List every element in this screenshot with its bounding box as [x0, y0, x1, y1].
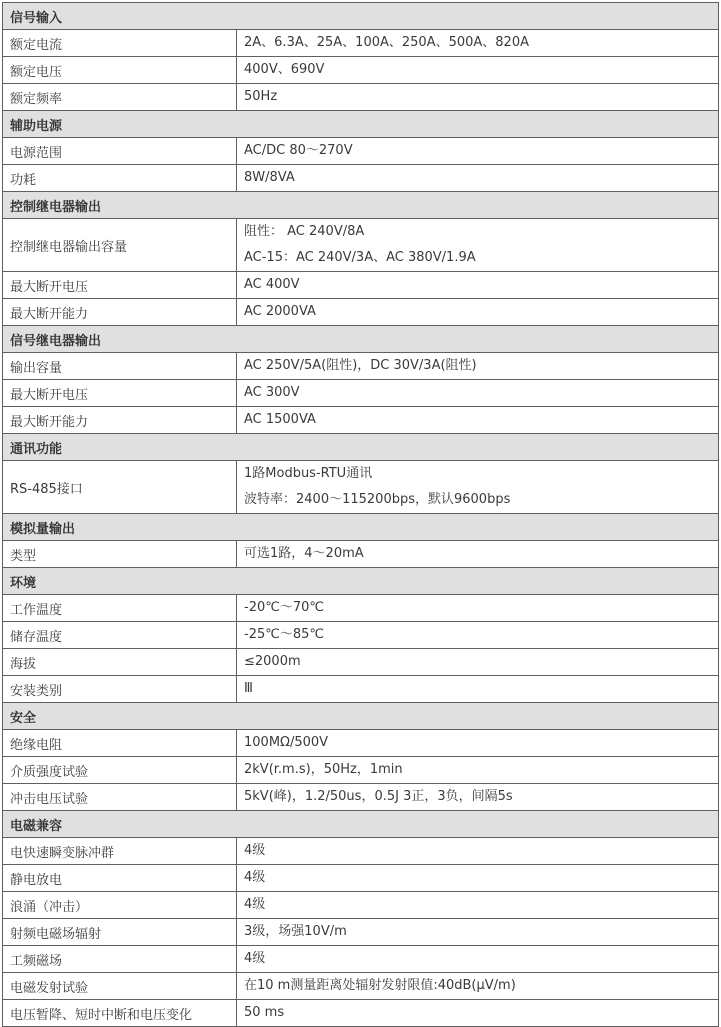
spec-label: 输出容量: [3, 353, 237, 380]
section-header-row: [3, 434, 719, 461]
spec-value: [237, 865, 719, 892]
spec-value: [237, 380, 719, 407]
section-header-row: [3, 703, 719, 730]
spec-row: [3, 299, 719, 326]
spec-value: [237, 219, 719, 272]
spec-label: 电快速瞬变脉冲群: [3, 838, 237, 865]
spec-value-line: 50 ms: [244, 1005, 285, 1020]
spec-row: [3, 1000, 719, 1027]
spec-value: [237, 595, 719, 622]
spec-row: [3, 541, 719, 568]
section-title: 信号继电器输出: [3, 326, 719, 353]
spec-row: [3, 676, 719, 703]
spec-value-line: 可选1路，4～20mA: [244, 546, 364, 561]
section-title: 电磁兼容: [3, 811, 719, 838]
spec-row: [3, 622, 719, 649]
spec-label: 介质强度试验: [3, 757, 237, 784]
spec-value: [237, 138, 719, 165]
spec-row: [3, 461, 719, 514]
spec-row: [3, 353, 719, 380]
spec-label: 电压暂降、短时中断和电压变化: [3, 1000, 237, 1027]
spec-row: [3, 165, 719, 192]
spec-row: [3, 730, 719, 757]
section-title: 控制继电器输出: [3, 192, 719, 219]
spec-value-line: ≤2000m: [244, 654, 301, 669]
spec-row: [3, 138, 719, 165]
spec-row: [3, 757, 719, 784]
spec-value: [237, 973, 719, 1000]
spec-label: 静电放电: [3, 865, 237, 892]
spec-label: 电源范围: [3, 138, 237, 165]
spec-value-line: 波特率：2400～115200bps，默认9600bps: [244, 492, 511, 507]
spec-label: 最大断开电压: [3, 380, 237, 407]
spec-label: 最大断开能力: [3, 407, 237, 434]
section-title: 环境: [3, 568, 719, 595]
spec-value: [237, 946, 719, 973]
spec-value-line: 400V、690V: [244, 62, 325, 77]
spec-value: [237, 299, 719, 326]
spec-value-line: 在10 m测量距离处辐射发射限值:40dB(μV/m): [244, 978, 516, 993]
spec-value-line: 4级: [244, 843, 266, 858]
spec-value-line: 3级，场强10V/m: [244, 924, 347, 939]
spec-row: [3, 649, 719, 676]
spec-row: [3, 865, 719, 892]
spec-row: [3, 380, 719, 407]
section-header-row: [3, 568, 719, 595]
spec-table: [2, 2, 719, 1027]
spec-label: 绝缘电阻: [3, 730, 237, 757]
section-header-row: [3, 326, 719, 353]
spec-value-line: 50Hz: [244, 89, 278, 104]
section-title: 辅助电源: [3, 111, 719, 138]
spec-value-line: 4级: [244, 897, 266, 912]
spec-value: [237, 784, 719, 811]
spec-row: [3, 84, 719, 111]
section-header-row: [3, 192, 719, 219]
spec-label: 安装类别: [3, 676, 237, 703]
spec-value-line: 阻性： AC 240V/8A: [244, 224, 365, 239]
spec-label: 射频电磁场辐射: [3, 919, 237, 946]
spec-label: 功耗: [3, 165, 237, 192]
spec-value-line: 5kV(峰)，1.2/50us，0.5J 3正，3负，间隔5s: [244, 789, 513, 804]
section-header-row: [3, 514, 719, 541]
spec-label: 浪涌（冲击）: [3, 892, 237, 919]
spec-value-line: AC 300V: [244, 385, 300, 400]
spec-label: 储存温度: [3, 622, 237, 649]
spec-value: [237, 407, 719, 434]
spec-label: 工作温度: [3, 595, 237, 622]
spec-row: [3, 946, 719, 973]
spec-row: [3, 784, 719, 811]
spec-value: [237, 353, 719, 380]
spec-value: [237, 57, 719, 84]
section-title: 信号输入: [3, 3, 719, 30]
spec-row: [3, 407, 719, 434]
spec-value: [237, 838, 719, 865]
spec-label: 控制继电器输出容量: [3, 219, 237, 272]
spec-value-line: AC 400V: [244, 277, 300, 292]
spec-value-line: -20℃～70℃: [244, 600, 324, 615]
spec-value-line: AC/DC 80～270V: [244, 143, 353, 158]
spec-label: 工频磁场: [3, 946, 237, 973]
spec-value: [237, 622, 719, 649]
section-header-row: [3, 811, 719, 838]
spec-value-line: 8W/8VA: [244, 170, 295, 185]
spec-label: 类型: [3, 541, 237, 568]
spec-row: [3, 30, 719, 57]
spec-value-line: 4级: [244, 951, 266, 966]
spec-label: 海拔: [3, 649, 237, 676]
spec-row: [3, 219, 719, 272]
spec-row: [3, 838, 719, 865]
spec-value: [237, 649, 719, 676]
spec-row: [3, 595, 719, 622]
section-title: 通讯功能: [3, 434, 719, 461]
spec-value: [237, 919, 719, 946]
spec-value-line: 2A、6.3A、25A、100A、250A、500A、820A: [244, 35, 529, 50]
spec-label: 额定电压: [3, 57, 237, 84]
section-header-row: [3, 3, 719, 30]
spec-row: [3, 57, 719, 84]
spec-value: [237, 892, 719, 919]
spec-value-line: 4级: [244, 870, 266, 885]
spec-value-line: 1路Modbus-RTU通讯: [244, 466, 373, 481]
spec-label: 最大断开电压: [3, 272, 237, 299]
spec-label: RS-485接口: [3, 461, 237, 514]
spec-value-line: AC-15：AC 240V/3A、AC 380V/1.9A: [244, 250, 476, 265]
spec-value: [237, 541, 719, 568]
spec-label: 额定频率: [3, 84, 237, 111]
spec-label: 电磁发射试验: [3, 973, 237, 1000]
spec-row: [3, 973, 719, 1000]
spec-value-line: AC 2000VA: [244, 304, 316, 319]
spec-value: [237, 1000, 719, 1027]
section-header-row: [3, 111, 719, 138]
spec-row: [3, 272, 719, 299]
section-title: 模拟量输出: [3, 514, 719, 541]
spec-label: 冲击电压试验: [3, 784, 237, 811]
spec-row: [3, 919, 719, 946]
spec-row: [3, 892, 719, 919]
spec-value: [237, 84, 719, 111]
spec-value: [237, 461, 719, 514]
spec-value: [237, 676, 719, 703]
spec-table-body: [3, 3, 719, 1027]
spec-value-line: AC 250V/5A(阻性)，DC 30V/3A(阻性): [244, 358, 477, 373]
section-title: 安全: [3, 703, 719, 730]
spec-value-line: 2kV(r.m.s)，50Hz，1min: [244, 762, 403, 777]
spec-value: [237, 272, 719, 299]
spec-value-line: 100MΩ/500V: [244, 735, 329, 750]
spec-value: [237, 165, 719, 192]
spec-value: [237, 757, 719, 784]
spec-value: [237, 730, 719, 757]
spec-value-line: -25℃～85℃: [244, 627, 324, 642]
spec-value-line: Ⅲ: [244, 681, 253, 696]
spec-value-line: AC 1500VA: [244, 412, 316, 427]
spec-label: 最大断开能力: [3, 299, 237, 326]
spec-value: [237, 30, 719, 57]
spec-label: 额定电流: [3, 30, 237, 57]
